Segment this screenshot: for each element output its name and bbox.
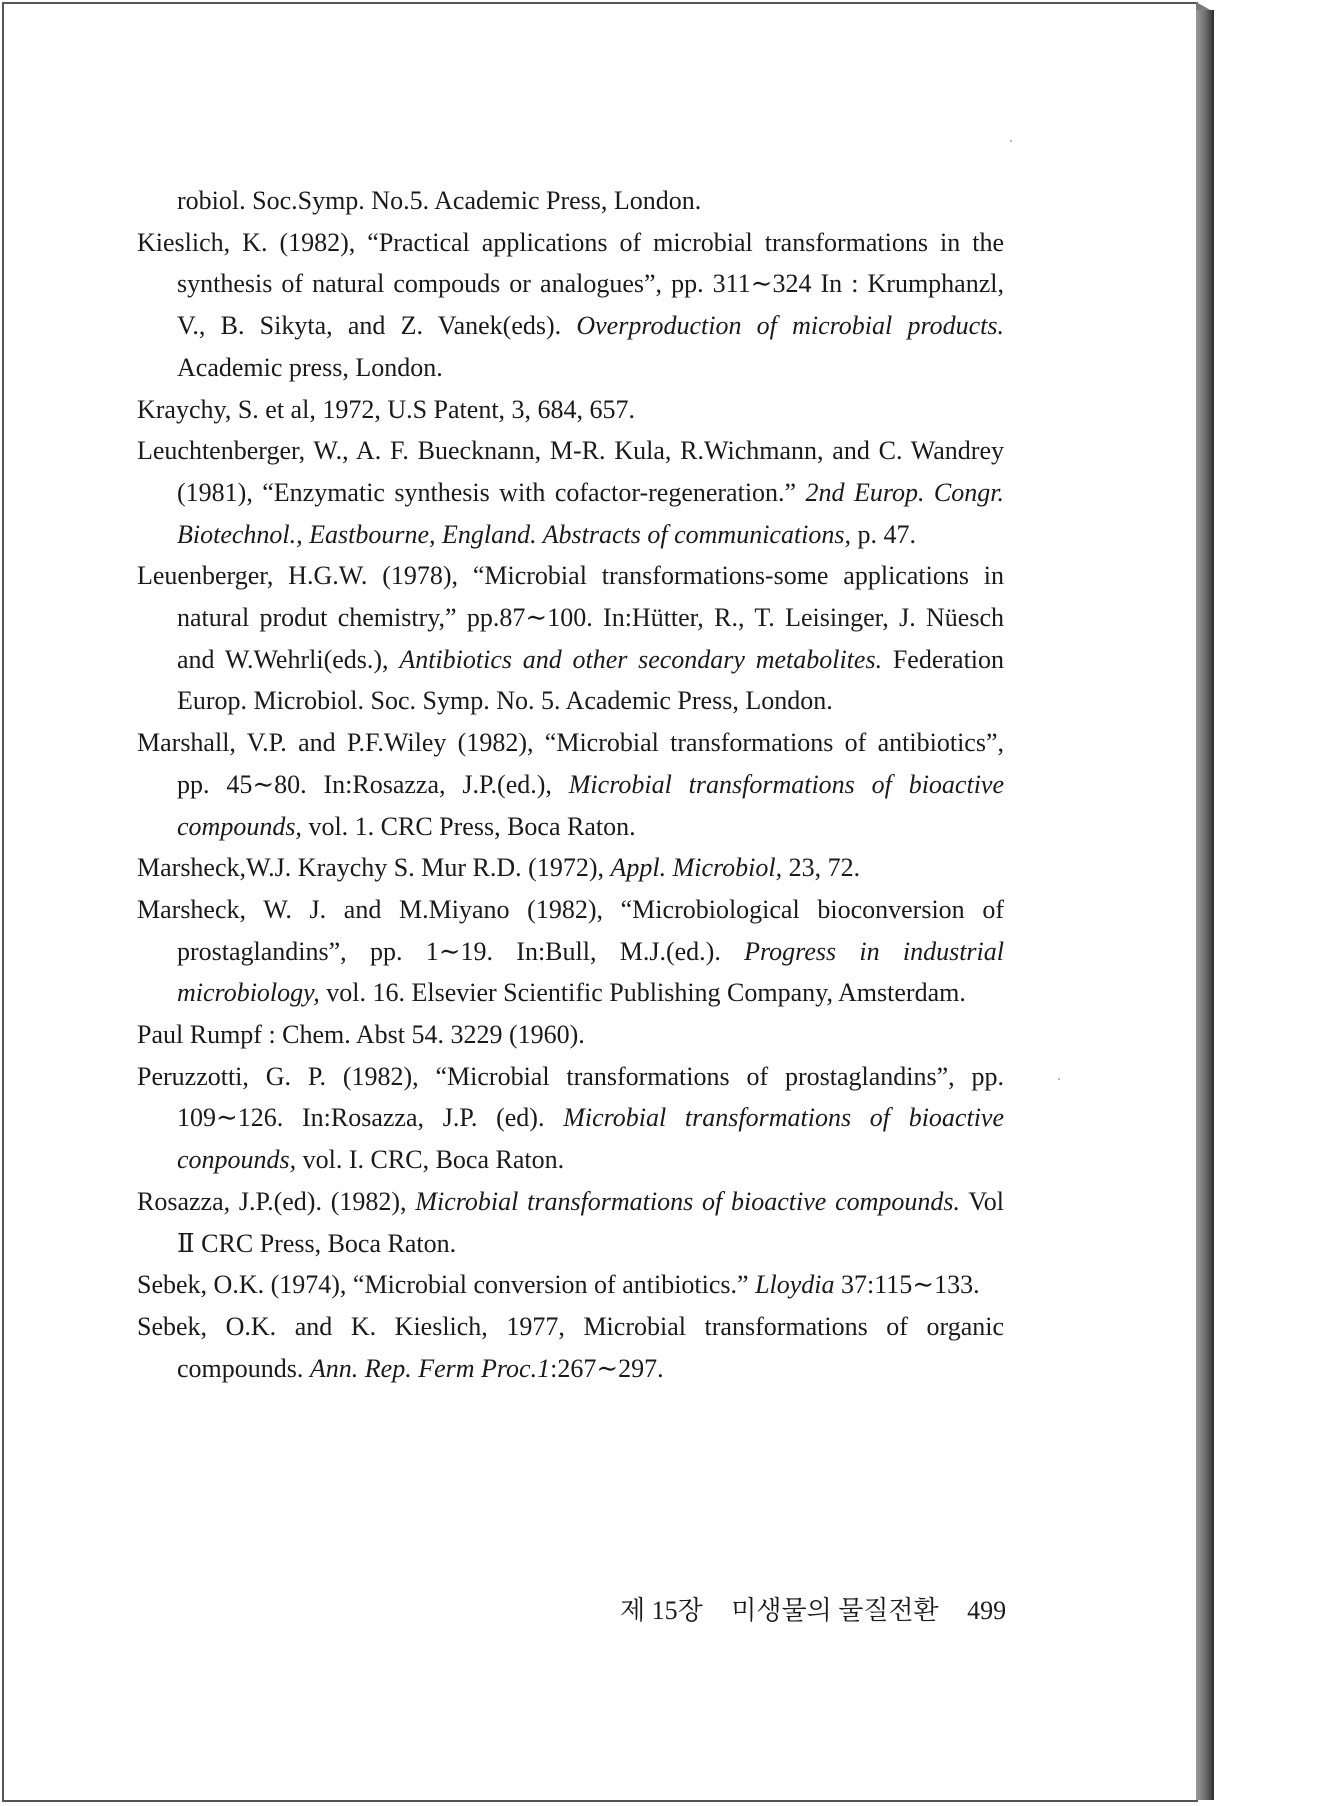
reference-source-title: Microbial transformations of bioactive compounds,: [177, 769, 1005, 841]
reference-text: Leuchtenberger, W., A. F. Buecknann, M-R. Kula, R.Wichmann, and C. Wandrey (1981), “Enzymatic synthesis with cofactor-regeneration.”: [137, 436, 1004, 507]
reference-entry-leuenberger-1978: [137, 555, 1004, 722]
reference-text: vol. 16. Elsevier Scientific Publishing Company, Amsterdam.: [319, 978, 966, 1008]
reference-text: Leuenberger, H.G.W. (1978), “Microbial transformations-some applications in natural produt chemistry,” pp.87∼100. In:Hütter, R., T. Leisinger, J. Nüesch and W.Wehrli(eds.),: [137, 561, 1004, 674]
reference-text: Marshall, V.P. and P.F.Wiley (1982), “Microbial transformations of antibiotics”, pp. 45∼80. In:Rosazza, J.P.(ed.),: [137, 728, 1004, 799]
reference-entry-sebek-1977: [137, 1306, 1004, 1389]
reference-text: Peruzzotti, G. P. (1982), “Microbial transformations of prostaglandins”, pp. 109∼126. In:Rosazza, J.P. (ed).: [137, 1061, 1004, 1133]
footer-chapter: 제 15장: [620, 1596, 703, 1625]
reference-entry-cont-robiol: [137, 180, 1004, 222]
reference-entry-peruzzotti-1982: [137, 1056, 1004, 1181]
reference-entry-kraychy-1972: [137, 389, 1004, 431]
reference-text: Sebek, O.K. and K. Kieslich, 1977, Microbial transformations of organic compounds.: [137, 1311, 1004, 1383]
reference-text: Vol Ⅱ CRC Press, Boca Raton.: [177, 1186, 1004, 1258]
reference-text: Academic press, London.: [177, 352, 443, 382]
reference-source-title: Microbial transformations of bioactive conpounds,: [177, 1103, 1004, 1175]
reference-entry-marsheck-1972: [137, 847, 1004, 889]
footer-chapter-title: 미생물의 물질전환: [731, 1596, 939, 1625]
scan-speck: [1010, 140, 1012, 142]
reference-source-title: 2nd Europ. Congr. Biotechnol., Eastbourne, England. Abstracts of communications,: [177, 477, 1004, 549]
reference-entry-sebek-1974: [137, 1264, 1004, 1306]
reference-text: Marsheck, W. J. and M.Miyano (1982), “Microbiological bioconversion of prostaglandins”, pp. 1∼19. In:Bull, M.J.(ed.).: [137, 894, 1004, 966]
reference-text: robiol. Soc.Symp. No.5. Academic Press, London.: [177, 186, 702, 215]
reference-entry-kieslich-1982: [137, 222, 1004, 389]
page-footer: [620, 1590, 1007, 1627]
reference-text: Marsheck,W.J. Kraychy S. Mur R.D. (1972),: [137, 853, 611, 883]
reference-list: [137, 180, 1004, 1389]
page-stack-edge: [1196, 10, 1214, 1800]
reference-source-title: Lloydia: [755, 1270, 835, 1300]
reference-text: 37:115∼133.: [834, 1270, 980, 1300]
reference-entry-leuchtenberger-1981: [137, 430, 1004, 555]
reference-source-title: Microbial transformations of bioactive compounds.: [415, 1186, 961, 1216]
reference-text: Federation Europ. Microbiol. Soc. Symp. No. 5. Academic Press, London.: [177, 644, 1005, 716]
reference-source-title: Overproduction of microbial products.: [576, 311, 1004, 341]
reference-source-title: Antibiotics and other secondary metabolites.: [399, 644, 883, 674]
reference-entry-rumpf-1960: [137, 1014, 1004, 1056]
reference-text: 23, 72.: [782, 853, 861, 883]
reference-entry-rosazza-1982: [137, 1181, 1004, 1264]
reference-text: Kieslich, K. (1982), “Practical applications of microbial transformations in the synthesis of natural compouds or analogues”, pp. 311∼324 In : Krumphanzl, V., B. Sikyta, and Z. Vanek(eds).: [137, 227, 1004, 341]
background-margin: [1212, 0, 1334, 1806]
reference-text: Paul Rumpf : Chem. Abst 54. 3229 (1960).: [137, 1020, 585, 1050]
reference-entry-marsheck-1982: [137, 889, 1004, 1014]
reference-source-title: Progress in industrial microbiology,: [177, 936, 1004, 1008]
reference-text: :267∼297.: [550, 1353, 664, 1383]
page-number: 499: [967, 1596, 1007, 1625]
reference-text: vol. 1. CRC Press, Boca Raton.: [301, 811, 636, 841]
scan-speck: [1058, 1078, 1060, 1080]
reference-entry-marshall-1982: [137, 722, 1004, 847]
reference-text: Rosazza, J.P.(ed). (1982),: [137, 1186, 416, 1216]
reference-source-title: Ann. Rep. Ferm Proc.1: [309, 1353, 551, 1383]
reference-text: Sebek, O.K. (1974), “Microbial conversion of antibiotics.”: [137, 1270, 756, 1300]
reference-text: vol. I. CRC, Boca Raton.: [296, 1145, 565, 1175]
reference-text: p. 47.: [851, 519, 917, 549]
reference-source-title: Appl. Microbiol,: [610, 853, 783, 883]
reference-text: Kraychy, S. et al, 1972, U.S Patent, 3, 684, 657.: [137, 394, 636, 424]
